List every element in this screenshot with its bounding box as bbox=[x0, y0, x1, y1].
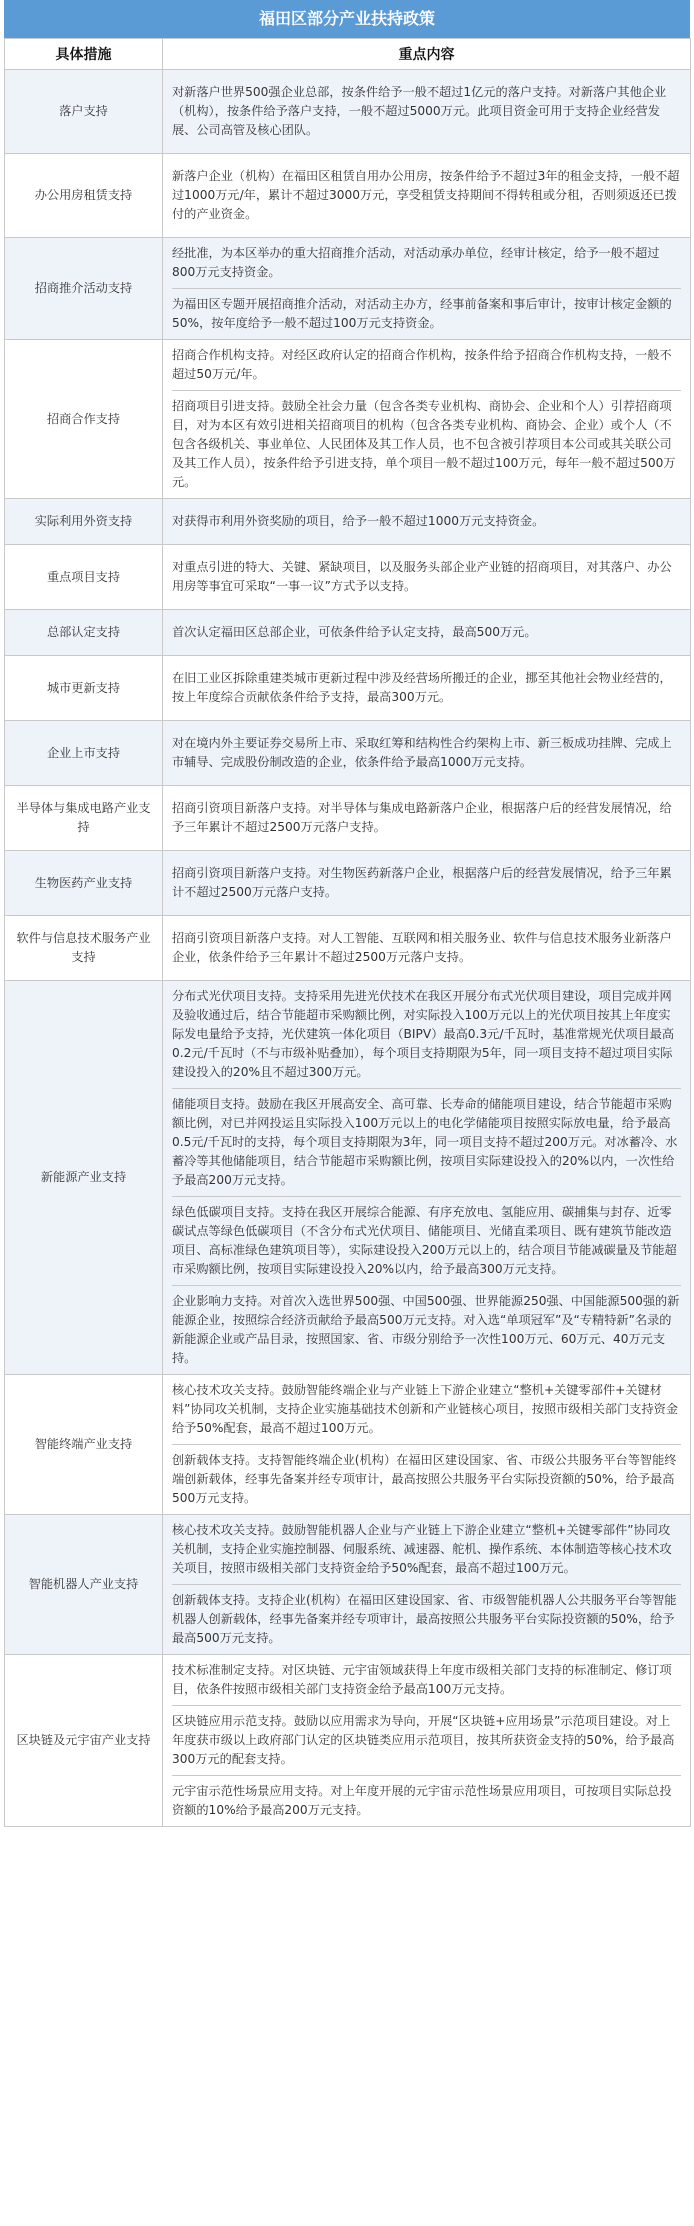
row-paragraph: 招商项目引进支持。鼓励全社会力量（包含各类专业机构、商协会、企业和个人）引荐招商项目，对为本区有效引进相关招商项目的机构（包含各类专业机构、商协会、企业）或个人（不包含各级机关、事业单位、人民团体及其工作人员，也不包含被引荐项目本公司或其关联公司及其工作人员），按条件给予引进支持，单个项目一般不超过100万元，每年一般不超过500万元。 bbox=[172, 390, 681, 498]
row-paragraph: 经批准，为本区举办的重大招商推介活动，对活动承办单位，经审计核定，给予一般不超过800万元支持资金。 bbox=[172, 246, 660, 279]
policy-table bbox=[4, 38, 691, 1827]
row-measure: 城市更新支持 bbox=[5, 656, 163, 721]
row-content bbox=[163, 916, 691, 981]
table-row bbox=[5, 545, 691, 610]
row-paragraph: 在旧工业区拆除重建类城市更新过程中涉及经营场所搬迁的企业，挪至其他社会物业经营的，按上年度综合贡献依条件给予支持，最高300万元。 bbox=[172, 671, 672, 704]
header-content: 重点内容 bbox=[163, 39, 691, 70]
table-row bbox=[5, 721, 691, 786]
table-row bbox=[5, 1375, 691, 1515]
row-content bbox=[163, 786, 691, 851]
table-row bbox=[5, 1515, 691, 1655]
row-paragraph: 创新载体支持。支持企业(机构）在福田区建设国家、省、市级智能机器人公共服务平台等智能机器人创新载体，经事先备案并经专项审计，最高按照公共服务平台实际投资额的50%，给予最高500万元支持。 bbox=[172, 1584, 681, 1654]
row-content bbox=[163, 154, 691, 238]
table-title: 福田区部分产业扶持政策 bbox=[4, 0, 690, 38]
table-body bbox=[5, 70, 691, 1827]
table-row bbox=[5, 851, 691, 916]
table-row bbox=[5, 70, 691, 154]
row-paragraph: 元宇宙示范性场景应用支持。对上年度开展的元宇宙示范性场景应用项目，可按项目实际总投资额的10%给予最高200万元支持。 bbox=[172, 1775, 681, 1826]
row-paragraph: 首次认定福田区总部企业，可依条件给予认定支持，最高500万元。 bbox=[172, 625, 537, 639]
row-measure: 新能源产业支持 bbox=[5, 981, 163, 1375]
row-measure: 智能机器人产业支持 bbox=[5, 1515, 163, 1655]
row-paragraph: 招商引资项目新落户支持。对人工智能、互联网和相关服务业、软件与信息技术服务业新落户企业，依条件给予三年累计不超过2500万元落户支持。 bbox=[172, 931, 672, 964]
row-measure: 实际利用外资支持 bbox=[5, 499, 163, 545]
row-paragraph: 绿色低碳项目支持。支持在我区开展综合能源、有序充放电、氢能应用、碳捕集与封存、近零碳试点等绿色低碳项目（不含分布式光伏项目、储能项目、光储直柔项目、既有建筑节能改造项目、高标准绿色建筑项目等），实际建设投入200万元以上的，结合项目节能减碳量及节能超市采购额比例，按项目实际建设投入20%以内，给予最高300万元支持。 bbox=[172, 1196, 681, 1285]
table-row bbox=[5, 786, 691, 851]
header-measure: 具体措施 bbox=[5, 39, 163, 70]
table-row bbox=[5, 154, 691, 238]
row-content bbox=[163, 70, 691, 154]
table-row bbox=[5, 916, 691, 981]
row-paragraph: 创新载体支持。支持智能终端企业(机构）在福田区建设国家、省、市级公共服务平台等智能终端创新载体，经事先备案并经专项审计，最高按照公共服务平台实际投资额的50%，给予最高500万元支持。 bbox=[172, 1444, 681, 1514]
row-paragraph: 企业影响力支持。对首次入选世界500强、中国500强、世界能源250强、中国能源500强的新能源企业，按照综合经济贡献给予最高500万元支持。对入选“单项冠军”及“专精特新”名录的新能源企业或产品目录，按照国家、省、市级分别给予一次性100万元、60万元、40万元支持。 bbox=[172, 1285, 681, 1374]
row-paragraph: 对重点引进的特大、关键、紧缺项目，以及服务头部企业产业链的招商项目，对其落户、办公用房等事宜可采取“一事一议”方式予以支持。 bbox=[172, 560, 672, 593]
row-paragraph: 新落户企业（机构）在福田区租赁自用办公用房，按条件给予不超过3年的租金支持，一般不超过1000万元/年，累计不超过3000万元，享受租赁支持期间不得转租或分租，否则须返还已拨付的产业资金。 bbox=[172, 169, 680, 221]
row-content bbox=[163, 851, 691, 916]
row-measure: 招商合作支持 bbox=[5, 340, 163, 499]
table-header-row bbox=[5, 39, 691, 70]
row-content bbox=[163, 610, 691, 656]
row-content bbox=[163, 1655, 691, 1827]
row-measure: 软件与信息技术服务产业支持 bbox=[5, 916, 163, 981]
row-content bbox=[163, 721, 691, 786]
row-paragraph: 分布式光伏项目支持。支持采用先进光伏技术在我区开展分布式光伏项目建设，项目完成并网及验收通过后，结合节能超市采购额比例，对实际投入100万元以上的光伏项目按其上年度实际发电量给予支持，光伏建筑一体化项目（BIPV）最高0.3元/千瓦时，基准常规光伏项目最高0.2元/千瓦时（不与市级补贴叠加），每个项目支持期限为5年，同一项目支持不超过项目实际建设投入的20%且不超过300万元。 bbox=[172, 989, 675, 1079]
table-row bbox=[5, 499, 691, 545]
row-paragraph: 核心技术攻关支持。鼓励智能终端企业与产业链上下游企业建立“整机+关键零部件+关键材料”协同攻关机制，支持企业实施基础技术创新和产业链核心项目，按照市级相关部门支持资金给予50%配套，最高不超过100万元。 bbox=[172, 1383, 679, 1435]
row-paragraph: 为福田区专题开展招商推介活动，对活动主办方，经事前备案和事后审计，按审计核定金额的50%，按年度给予一般不超过100万元支持资金。 bbox=[172, 288, 681, 339]
table-row bbox=[5, 1655, 691, 1827]
table-row bbox=[5, 238, 691, 340]
row-content bbox=[163, 545, 691, 610]
row-content bbox=[163, 1515, 691, 1655]
row-content bbox=[163, 1375, 691, 1515]
row-paragraph: 对新落户世界500强企业总部，按条件给予一般不超过1亿元的落户支持。对新落户其他企业（机构），按条件给予落户支持，一般不超过5000万元。此项目资金可用于支持企业经营发展、公司高管及核心团队。 bbox=[172, 85, 667, 137]
row-paragraph: 对获得市利用外资奖励的项目，给予一般不超过1000万元支持资金。 bbox=[172, 514, 545, 528]
row-measure: 落户支持 bbox=[5, 70, 163, 154]
row-paragraph: 招商引资项目新落户支持。对半导体与集成电路新落户企业，根据落户后的经营发展情况，给予三年累计不超过2500万元落户支持。 bbox=[172, 801, 672, 834]
row-measure: 办公用房租赁支持 bbox=[5, 154, 163, 238]
row-measure: 总部认定支持 bbox=[5, 610, 163, 656]
row-paragraph: 核心技术攻关支持。鼓励智能机器人企业与产业链上下游企业建立“整机+关键零部件”协同攻关机制，支持企业实施控制器、伺服系统、减速器、舵机、操作系统、本体制造等核心技术攻关项目，按照市级相关部门支持资金给予50%配套，最高不超过100万元。 bbox=[172, 1523, 672, 1575]
row-content bbox=[163, 656, 691, 721]
table-row bbox=[5, 340, 691, 499]
row-paragraph: 储能项目支持。鼓励在我区开展高安全、高可靠、长寿命的储能项目建设，结合节能超市采购额比例，对已并网投运且实际投入100万元以上的电化学储能项目按照实际放电量，给予最高0.5元/千瓦时的支持，每个项目支持期限为3年，同一项目支持不超过200万元。对冰蓄冷、水蓄冷等其他储能项目，结合节能超市采购额比例，按项目实际建设投入的20%以内，一次性给予最高200万元支持。 bbox=[172, 1088, 681, 1196]
row-paragraph: 招商引资项目新落户支持。对生物医药新落户企业，根据落户后的经营发展情况，给予三年累计不超过2500万元落户支持。 bbox=[172, 866, 672, 899]
row-measure: 企业上市支持 bbox=[5, 721, 163, 786]
row-paragraph: 技术标准制定支持。对区块链、元宇宙领域获得上年度市级相关部门支持的标准制定、修订项目，依条件按照市级相关部门支持资金给予最高100万元支持。 bbox=[172, 1663, 672, 1696]
row-measure: 招商推介活动支持 bbox=[5, 238, 163, 340]
row-paragraph: 区块链应用示范支持。鼓励以应用需求为导向，开展“区块链+应用场景”示范项目建设。对上年度获市级以上政府部门认定的区块链类应用示范项目，按其所获资金支持的50%，给予最高300万元的配套支持。 bbox=[172, 1705, 681, 1775]
row-measure: 区块链及元宇宙产业支持 bbox=[5, 1655, 163, 1827]
row-content bbox=[163, 499, 691, 545]
row-measure: 生物医药产业支持 bbox=[5, 851, 163, 916]
row-paragraph: 招商合作机构支持。对经区政府认定的招商合作机构，按条件给予招商合作机构支持，一般不超过50万元/年。 bbox=[172, 348, 672, 381]
policy-document bbox=[4, 0, 690, 1827]
table-row bbox=[5, 981, 691, 1375]
table-row bbox=[5, 656, 691, 721]
row-content bbox=[163, 340, 691, 499]
row-paragraph: 对在境内外主要证券交易所上市、采取红筹和结构性合约架构上市、新三板成功挂牌、完成上市辅导、完成股份制改造的企业，依条件给予最高1000万元支持。 bbox=[172, 736, 672, 769]
row-measure: 智能终端产业支持 bbox=[5, 1375, 163, 1515]
row-measure: 半导体与集成电路产业支持 bbox=[5, 786, 163, 851]
row-content bbox=[163, 981, 691, 1375]
table-row bbox=[5, 610, 691, 656]
row-content bbox=[163, 238, 691, 340]
row-measure: 重点项目支持 bbox=[5, 545, 163, 610]
